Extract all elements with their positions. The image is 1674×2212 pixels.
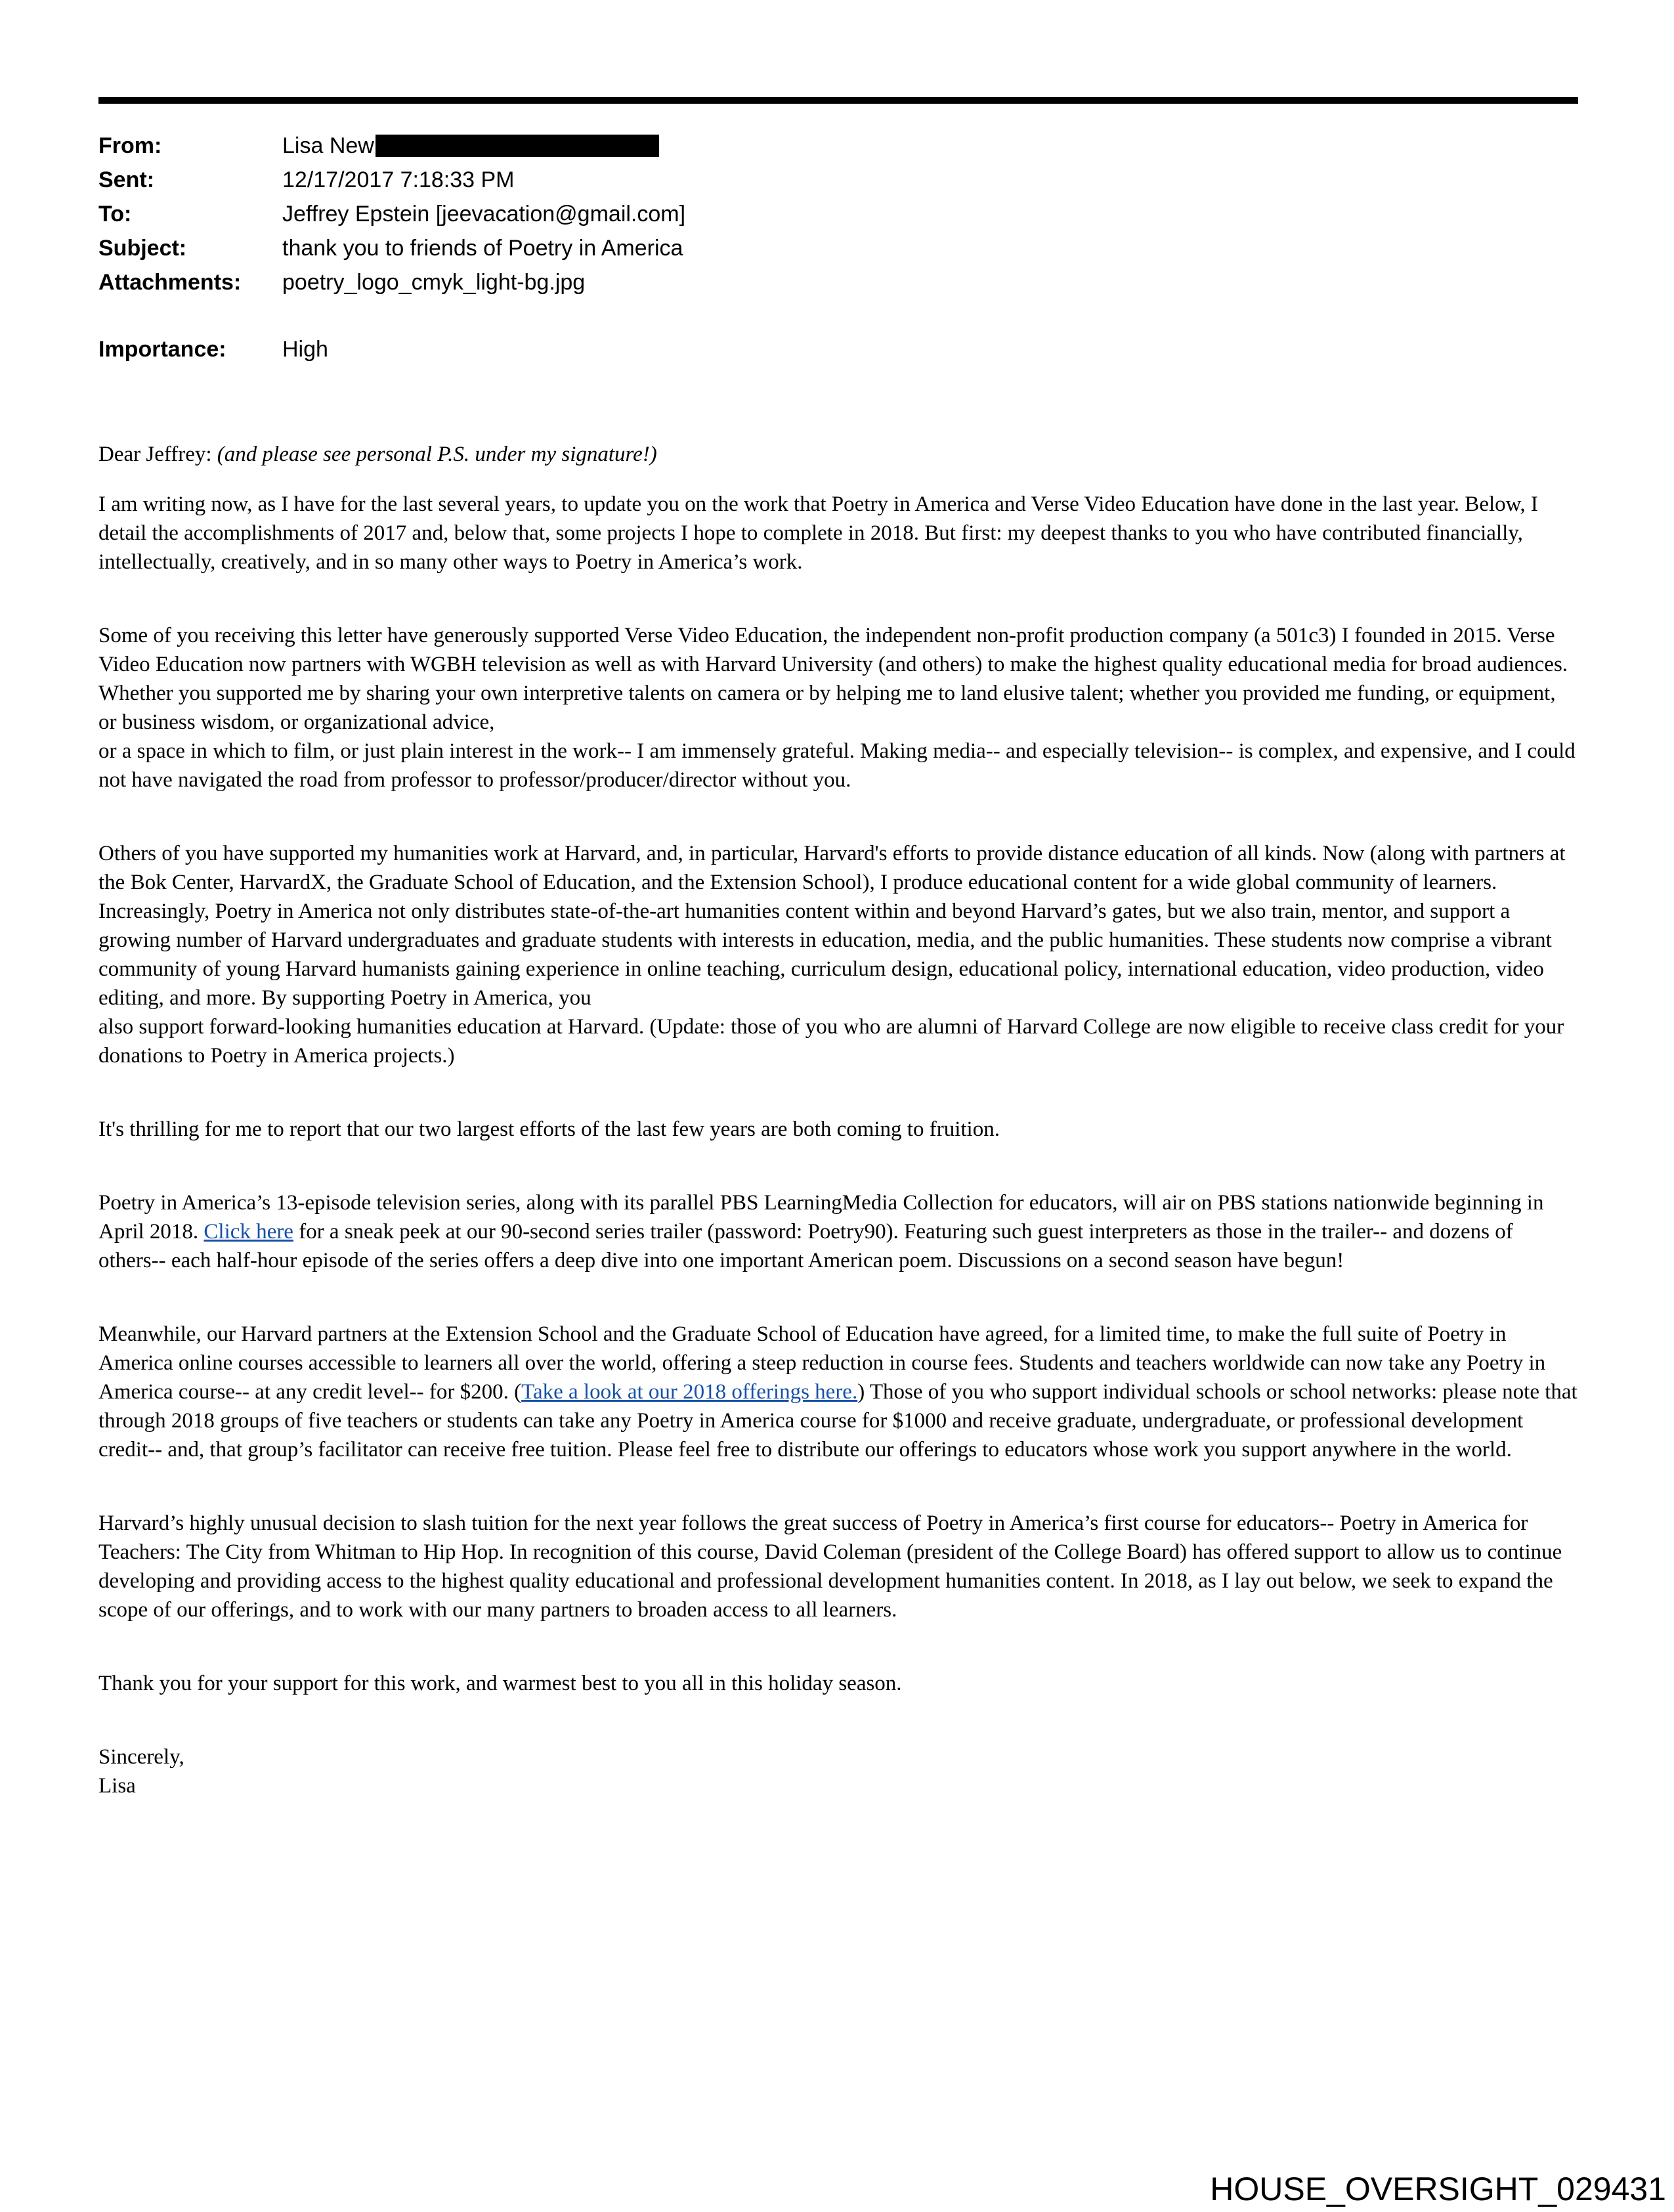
- italic-text: (and please see personal P.S. under my signature!): [217, 443, 657, 466]
- header-row: [98, 265, 1578, 299]
- email-body: [98, 440, 1578, 1800]
- header-field-value-text: Jeffrey Epstein [jeevacation@gmail.com]: [282, 202, 686, 227]
- paragraph-harvard-humanities: [98, 839, 1578, 1070]
- body-text: ) Those of you who support individual schools or school networks: please note that through 2018 groups of five teachers or students can take any Poetry in America course for $1000 and receive graduate, undergraduate, or professional development credit-- and, that group’s facilitator can receive free tuition. Please feel free to distribute our offerings to educators whose work you support anywhere in the world.: [98, 1380, 1577, 1462]
- redaction-bar: [376, 135, 659, 157]
- body-text: or a space in which to film, or just plain interest in the work-- I am immensely grateful. Making media-- and especially television-- is complex, and expensive, and I could not have navigated the road from professor to professor/producer/director without you.: [98, 739, 1576, 792]
- body-text: Others of you have supported my humanities work at Harvard, and, in particular, Harvard's efforts to provide distance education of all kinds. Now (along with partners at the Bok Center, HarvardX, the Graduate School of Education, and the Extension School), I produce educational content for a wide global community of learners. Increasingly, Poetry in America not only distributes state-of-the-art humanities content within and beyond Harvard’s gates, but we also train, mentor, and support a growing number of Harvard undergraduates and graduate students with interests in education, media, and the public humanities. These students now comprise a vibrant community of young Harvard humanists gaining experience in online teaching, curriculum design, educational policy, international education, video production, video editing, and more. By supporting Poetry in America, you: [98, 842, 1566, 1010]
- paragraph-intro: [98, 490, 1578, 576]
- header-field-label: From:: [98, 133, 162, 158]
- salutation: [98, 440, 1578, 469]
- paragraph-tuition: [98, 1509, 1578, 1624]
- body-text: for a sneak peek at our 90-second series trailer (password: Poetry90). Featuring such guest interpreters as those in the trailer-- and dozens of others-- each half-hour episode of the series offers a deep dive into one important American poem. Discussions on a second season have begun!: [98, 1220, 1513, 1272]
- header-field-label: Importance:: [98, 337, 226, 362]
- header-field-value: [282, 332, 1578, 366]
- email-header-block: [98, 129, 1578, 366]
- paragraph-course-fees: [98, 1320, 1578, 1464]
- body-text: Poetry in America’s 13-episode television series, along with its parallel PBS LearningMedia Collection for educators, will air on PBS stations nationwide beginning in April 2018.: [98, 1191, 1544, 1244]
- paragraph-thrilling: [98, 1115, 1578, 1144]
- paragraph-pbs-series: [98, 1188, 1578, 1275]
- body-text: It's thrilling for me to report that our two largest efforts of the last few years are both coming to fruition.: [98, 1117, 1000, 1141]
- header-divider-rule: [98, 97, 1578, 104]
- closing: [98, 1743, 1578, 1800]
- body-text: Lisa: [98, 1774, 136, 1798]
- header-row: [98, 197, 1578, 231]
- body-text: Meanwhile, our Harvard partners at the Extension School and the Graduate School of Education have agreed, for a limited time, to make the full suite of Poetry in America online courses accessible to learners all over the world, offering a steep reduction in course fees. Students and teachers worldwide can now take any Poetry in America course-- at any credit level-- for $200. (: [98, 1322, 1546, 1404]
- header-field-value: [282, 265, 1578, 299]
- header-field-label: Sent:: [98, 167, 154, 192]
- body-text: also support forward-looking humanities education at Harvard. (Update: those of you who are alumni of Harvard College are now eligible to receive class credit for your donations to Poetry in America projects.): [98, 1015, 1564, 1068]
- hyperlink[interactable]: Take a look at our 2018 offerings here.: [521, 1380, 858, 1404]
- header-field-value-text: thank you to friends of Poetry in America: [282, 236, 683, 261]
- header-field-label: Attachments:: [98, 270, 242, 295]
- header-field-value-text: High: [282, 337, 328, 362]
- header-field-value-text: 12/17/2017 7:18:33 PM: [282, 167, 515, 192]
- header-field-label: Subject:: [98, 236, 187, 261]
- paragraph-thanks: [98, 1669, 1578, 1698]
- body-text: I am writing now, as I have for the last several years, to update you on the work that Poetry in America and Verse Video Education have done in the last year. Below, I detail the accomplishments of 2017 and, below that, some projects I hope to complete in 2018. But first: my deepest thanks to you who have contributed financially, intellectually, creatively, and in so many other ways to Poetry in America’s work.: [98, 492, 1538, 574]
- header-row: [98, 163, 1578, 197]
- body-text: Some of you receiving this letter have generously supported Verse Video Education, the independent non-profit production company (a 501c3) I founded in 2015. Verse Video Education now partners with WGBH television as well as with Harvard University (and others) to make the highest quality educational media for broad audiences. Whether you supported me by sharing your own interpretive talents on camera or by helping me to land elusive talent; whether you provided me funding, or equipment, or business wisdom, or organizational advice,: [98, 624, 1568, 734]
- paragraph-verse-video: [98, 621, 1578, 794]
- hyperlink[interactable]: Click here: [204, 1220, 293, 1244]
- header-field-label: To:: [98, 202, 132, 227]
- body-text: Sincerely,: [98, 1745, 184, 1769]
- header-field-value: [282, 231, 1578, 265]
- body-text: Dear Jeffrey:: [98, 443, 217, 466]
- bates-number: HOUSE_OVERSIGHT_029431: [1210, 2171, 1666, 2207]
- header-field-value-text: Lisa New: [282, 133, 374, 158]
- header-row: [98, 129, 1578, 163]
- header-row: [98, 332, 1578, 366]
- header-field-value: [282, 129, 1578, 163]
- body-text: Harvard’s highly unusual decision to slash tuition for the next year follows the great success of Poetry in America’s first course for educators-- Poetry in America for Teachers: The City from Whitman to Hip Hop. In recognition of this course, David Coleman (president of the College Board) has offered support to allow us to continue developing and providing access to the highest quality educational and professional development humanities content. In 2018, as I lay out below, we seek to expand the scope of our offerings, and to work with our many partners to broaden access to all learners.: [98, 1511, 1562, 1622]
- header-row: [98, 231, 1578, 265]
- header-field-value: [282, 197, 1578, 231]
- body-text: Thank you for your support for this work, and warmest best to you all in this holiday season.: [98, 1672, 902, 1695]
- header-field-value: [282, 163, 1578, 197]
- header-field-value-text: poetry_logo_cmyk_light-bg.jpg: [282, 270, 586, 295]
